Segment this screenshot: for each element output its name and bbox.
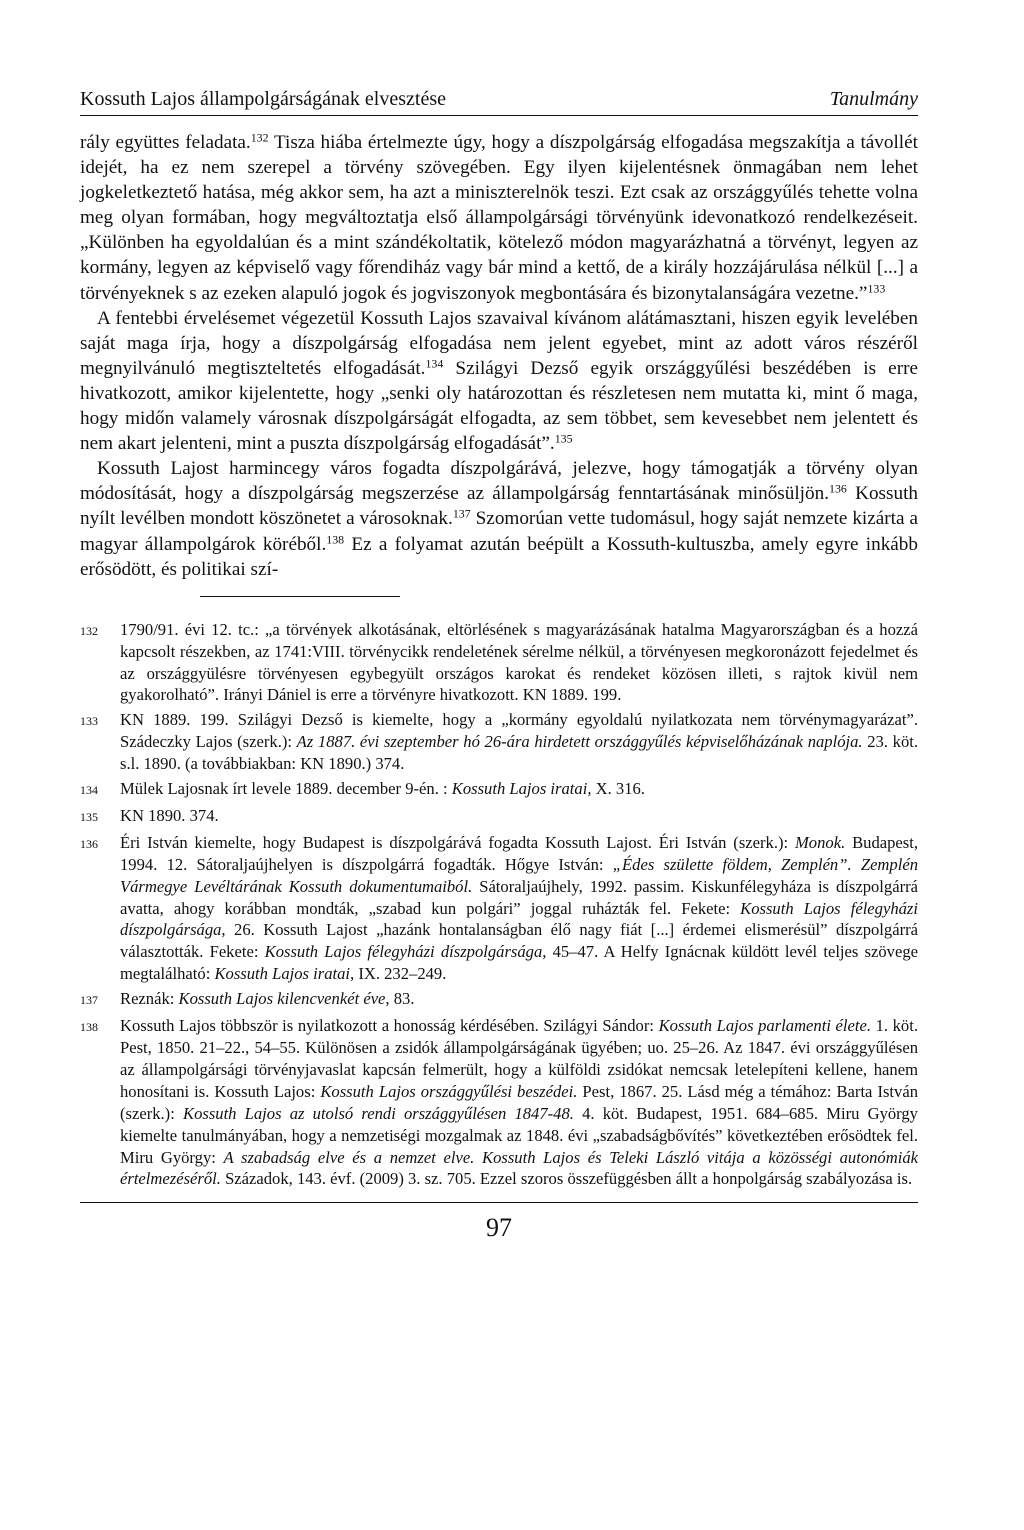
text-run: 45–47. A Helfy Ignácnak küldött levél teljes szövege megtalálható: (120, 942, 918, 984)
footnote-text (120, 832, 918, 985)
footnote-text (120, 778, 918, 802)
text-run: Pest, 1867. 25. Lásd még a témához: Barta István (szerk.): (120, 1081, 918, 1123)
paragraph-1 (80, 130, 918, 306)
text-run: 26. Kossuth Lajost „hazánk hontalanságban élő nagy fiát [...] érdemei elismerésül” díszpolgárrá választották. Fekete: (120, 920, 918, 962)
text-run: 23. köt. s.l. 1890. (a továbbiakban: KN 1890.) 374. (120, 732, 919, 774)
text-run: IX. 232–249. (354, 964, 447, 984)
italic-title: Kossuth Lajos országgyűlési beszédei. (320, 1081, 578, 1101)
footnote-text (120, 709, 918, 775)
footnote-ref[interactable]: 136 (829, 481, 847, 496)
text-run: rály együttes feladata. (80, 132, 251, 153)
page-bottom-rule (80, 1202, 918, 1203)
text-run: Tisza hiába értelmezte úgy, hogy a díszpolgárság elfogadása megszakítja a távollét idejét, ha ez nem szerepel a törvény szövegében. Egy ilyen kijelentésnek önmagában nem lehet jogkeletkeztető hatása, még akkor sem, ha azt a miniszterelnök teszi. Ezt csak az országgyűlés tehette volna meg olyan formában, hogy megváltoztatja első állampolgársági törvényünk idevonatkozó rendelkezéseit. „Különben ha egyoldalúan és a mint szándékoltatik, kötelező módon magyarázhatná a törvényt, legyen az kormány, legyen az képviselő vagy főrendiház vagy bár mind a kettő, de a király hozzájárulása nélkül [...] a törvényeknek s az ezeken alapuló jogok és jogviszonyok megbontására és bizonytalanságára vezetne.” (80, 132, 918, 304)
footnote-divider (200, 596, 400, 597)
paragraph-2 (80, 306, 918, 457)
text-run: 83. (389, 989, 415, 1009)
footnote-133 (80, 709, 918, 775)
italic-title: „Édes születte földem, Zemplén”. Zemplén Vármegye Levéltárának Kossuth dokumentumaiból. (120, 854, 918, 896)
text-run: Éri István kiemelte, hogy Budapest is díszpolgárává fogadta Kossuth Lajost. Éri István (szerk.): (120, 832, 795, 852)
text-run: A fentebbi érvelésemet végezetül Kossuth Lajos szavaival kívánom alátámasztani, hiszen egyik levelében saját maga írja, hogy a díszpolgárság elfogadása nem jelent egyebet, mint az adott város részéről megnyilvánuló megtiszteltetés elfogadását. (80, 307, 918, 379)
text-run: KN 1890. 374. (120, 805, 219, 825)
italic-title: Kossuth Lajos kilencvenkét éve, (178, 989, 390, 1009)
footnote-number: 133 (80, 714, 98, 729)
text-run: Kossuth nyílt levélben mondott köszönetet a városoknak. (80, 483, 919, 530)
text-run: X. 316. (591, 779, 645, 799)
text-run: 1. köt. Pest, 1850. 21–22., 54–55. Különösen a zsidók állampolgárságának ügyében; uo. 25–26. Az 1847. évi országgyűlésen az állampolgársági törvényjavaslat kapcsán felmerült, hogy a külföldi zsidókat nemcsak letelepíteni kellene, hanem honosítani is. Kossuth Lajos: (120, 1016, 918, 1101)
text-run: Budapest, 1994. 12. Sátoraljaújhelyen is díszpolgárrá fogadták. Hőgye István: (120, 832, 918, 874)
footnote-132 (80, 619, 918, 707)
text-run: Reznák: (120, 989, 179, 1009)
footnote-134 (80, 778, 918, 802)
footnote-text (120, 988, 918, 1012)
text-run: 1790/91. évi 12. tc.: „a törvények alkotásának, eltörlésének s magyarázásának hatalma Magyarországban és a hozzá kapcsolt részekben, az 1741:VIII. törvénycikk rendeletének sérelme nélkül, a törvényesen megkoronázott fejedelmet és az országgyülésre törvényesen egybegyült országos karokat és rendeket közösen illeti, s rajtok kivül nem gyakorolható”. Irányi Dániel is erre a törvényre hivatkozott. KN 1889. 199. (120, 619, 918, 705)
footnote-number: 138 (80, 1020, 98, 1035)
text-run: 4. köt. Budapest, 1951. 684–685. Miru György kiemelte tanulmányában, hogy a nemzetiségi mozgalmak az 1848. évi „szabadságbővítés” következtében erősödtek fel. Miru György: (120, 1103, 918, 1167)
footnote-ref[interactable]: 135 (554, 431, 573, 446)
footnote-ref[interactable]: 137 (452, 506, 471, 521)
footnote-number: 137 (80, 993, 98, 1008)
footnote-number: 136 (80, 836, 98, 851)
page-number: 97 (486, 1213, 512, 1243)
footnote-135 (80, 805, 918, 829)
footnote-ref[interactable]: 134 (425, 356, 444, 371)
text-run: Szomorúan vette tudomásul, hogy saját nemzete kizárta a magyar állampolgárok köréből. (80, 508, 919, 555)
running-header (80, 88, 918, 116)
footnote-ref[interactable]: 132 (250, 130, 269, 145)
footnote-number: 134 (80, 783, 98, 798)
footnote-number: 135 (80, 809, 98, 824)
footnote-number: 132 (80, 623, 98, 638)
footnote-ref[interactable]: 138 (326, 531, 345, 546)
italic-title: Monok. (794, 832, 846, 852)
footnote-ref[interactable]: 133 (867, 281, 886, 296)
body-text (80, 130, 918, 582)
text-run: Ez a folyamat azután beépült a Kossuth-kultuszba, amely egyre inkább erősödött, és politikai szí- (80, 533, 918, 580)
italic-title: A szabadság elve és a nemzet elve. Kossuth Lajos és Teleki László vitája a közösségi autonómiák értelmezéséről. (120, 1147, 918, 1189)
header-section: Tanulmány (829, 88, 918, 110)
italic-title: Kossuth Lajos parlamenti élete. (658, 1016, 871, 1036)
text-run: Kossuth Lajos többször is nyilatkozott a honosság kérdésében. Szilágyi Sándor: (120, 1016, 659, 1036)
text-run: Századok, 143. évf. (2009) 3. sz. 705. Ezzel szoros összefüggésben állt a honpolgárság szabályozása is. (220, 1169, 913, 1189)
footnote-137 (80, 988, 918, 1012)
italic-title: Kossuth Lajos félegyházi díszpolgársága, (264, 942, 547, 962)
italic-title: Kossuth Lajos iratai, (214, 964, 355, 984)
italic-title: Az 1887. évi szeptember hó 26-ára hirdetett országgyűlés képviselőházának naplója. (296, 732, 863, 752)
text-run: Kossuth Lajost harmincegy város fogadta díszpolgárává, jelezve, hogy támogatják a törvény olyan módosítását, hogy a díszpolgárság megszerzése az állampolgárság fenntartásának minősüljön. (80, 458, 918, 505)
text-run: KN 1889. 199. Szilágyi Dezső is kiemelte, hogy a „kormány egyoldalú nyilatkozata nem törvénymagyarázat”. Szádeczky Lajos (szerk.): (120, 710, 918, 752)
footnote-text (120, 805, 918, 829)
text-run: Szilágyi Dezső egyik országgyűlési beszédében is erre hivatkozott, amikor kijelentette, hogy „senki oly határozottan és részletesen nem mutatta ki, mint ő maga, hogy midőn valamely városnak díszpolgárságát elfogadta, az sem többet, sem kevesebbet nem jelentett és nem akart jelenteni, mint a puszta díszpolgárság elfogadását”. (80, 357, 918, 455)
footnote-138 (80, 1015, 918, 1190)
footnote-text (120, 619, 918, 707)
paragraph-3 (80, 456, 918, 581)
footnotes (80, 619, 918, 1191)
header-title: Kossuth Lajos állampolgárságának elvesztése (80, 88, 446, 110)
italic-title: Kossuth Lajos iratai, (451, 779, 592, 799)
text-run: Mülek Lajosnak írt levele 1889. december 9-én. : (120, 779, 452, 799)
italic-title: Kossuth Lajos az utolsó rendi országgyűlésen 1847-48. (183, 1103, 574, 1123)
footnote-136 (80, 832, 918, 985)
page (80, 88, 918, 1243)
footnote-text (120, 1015, 918, 1190)
text-run: Sátoraljaújhely, 1992. passim. Kiskunfélegyháza is díszpolgárrá avatta, ahogy korábban mondták, „szabad kun polgári” joggal ruházták fel. Fekete: (120, 876, 918, 918)
italic-title: Kossuth Lajos félegyházi díszpolgársága, (120, 898, 918, 940)
